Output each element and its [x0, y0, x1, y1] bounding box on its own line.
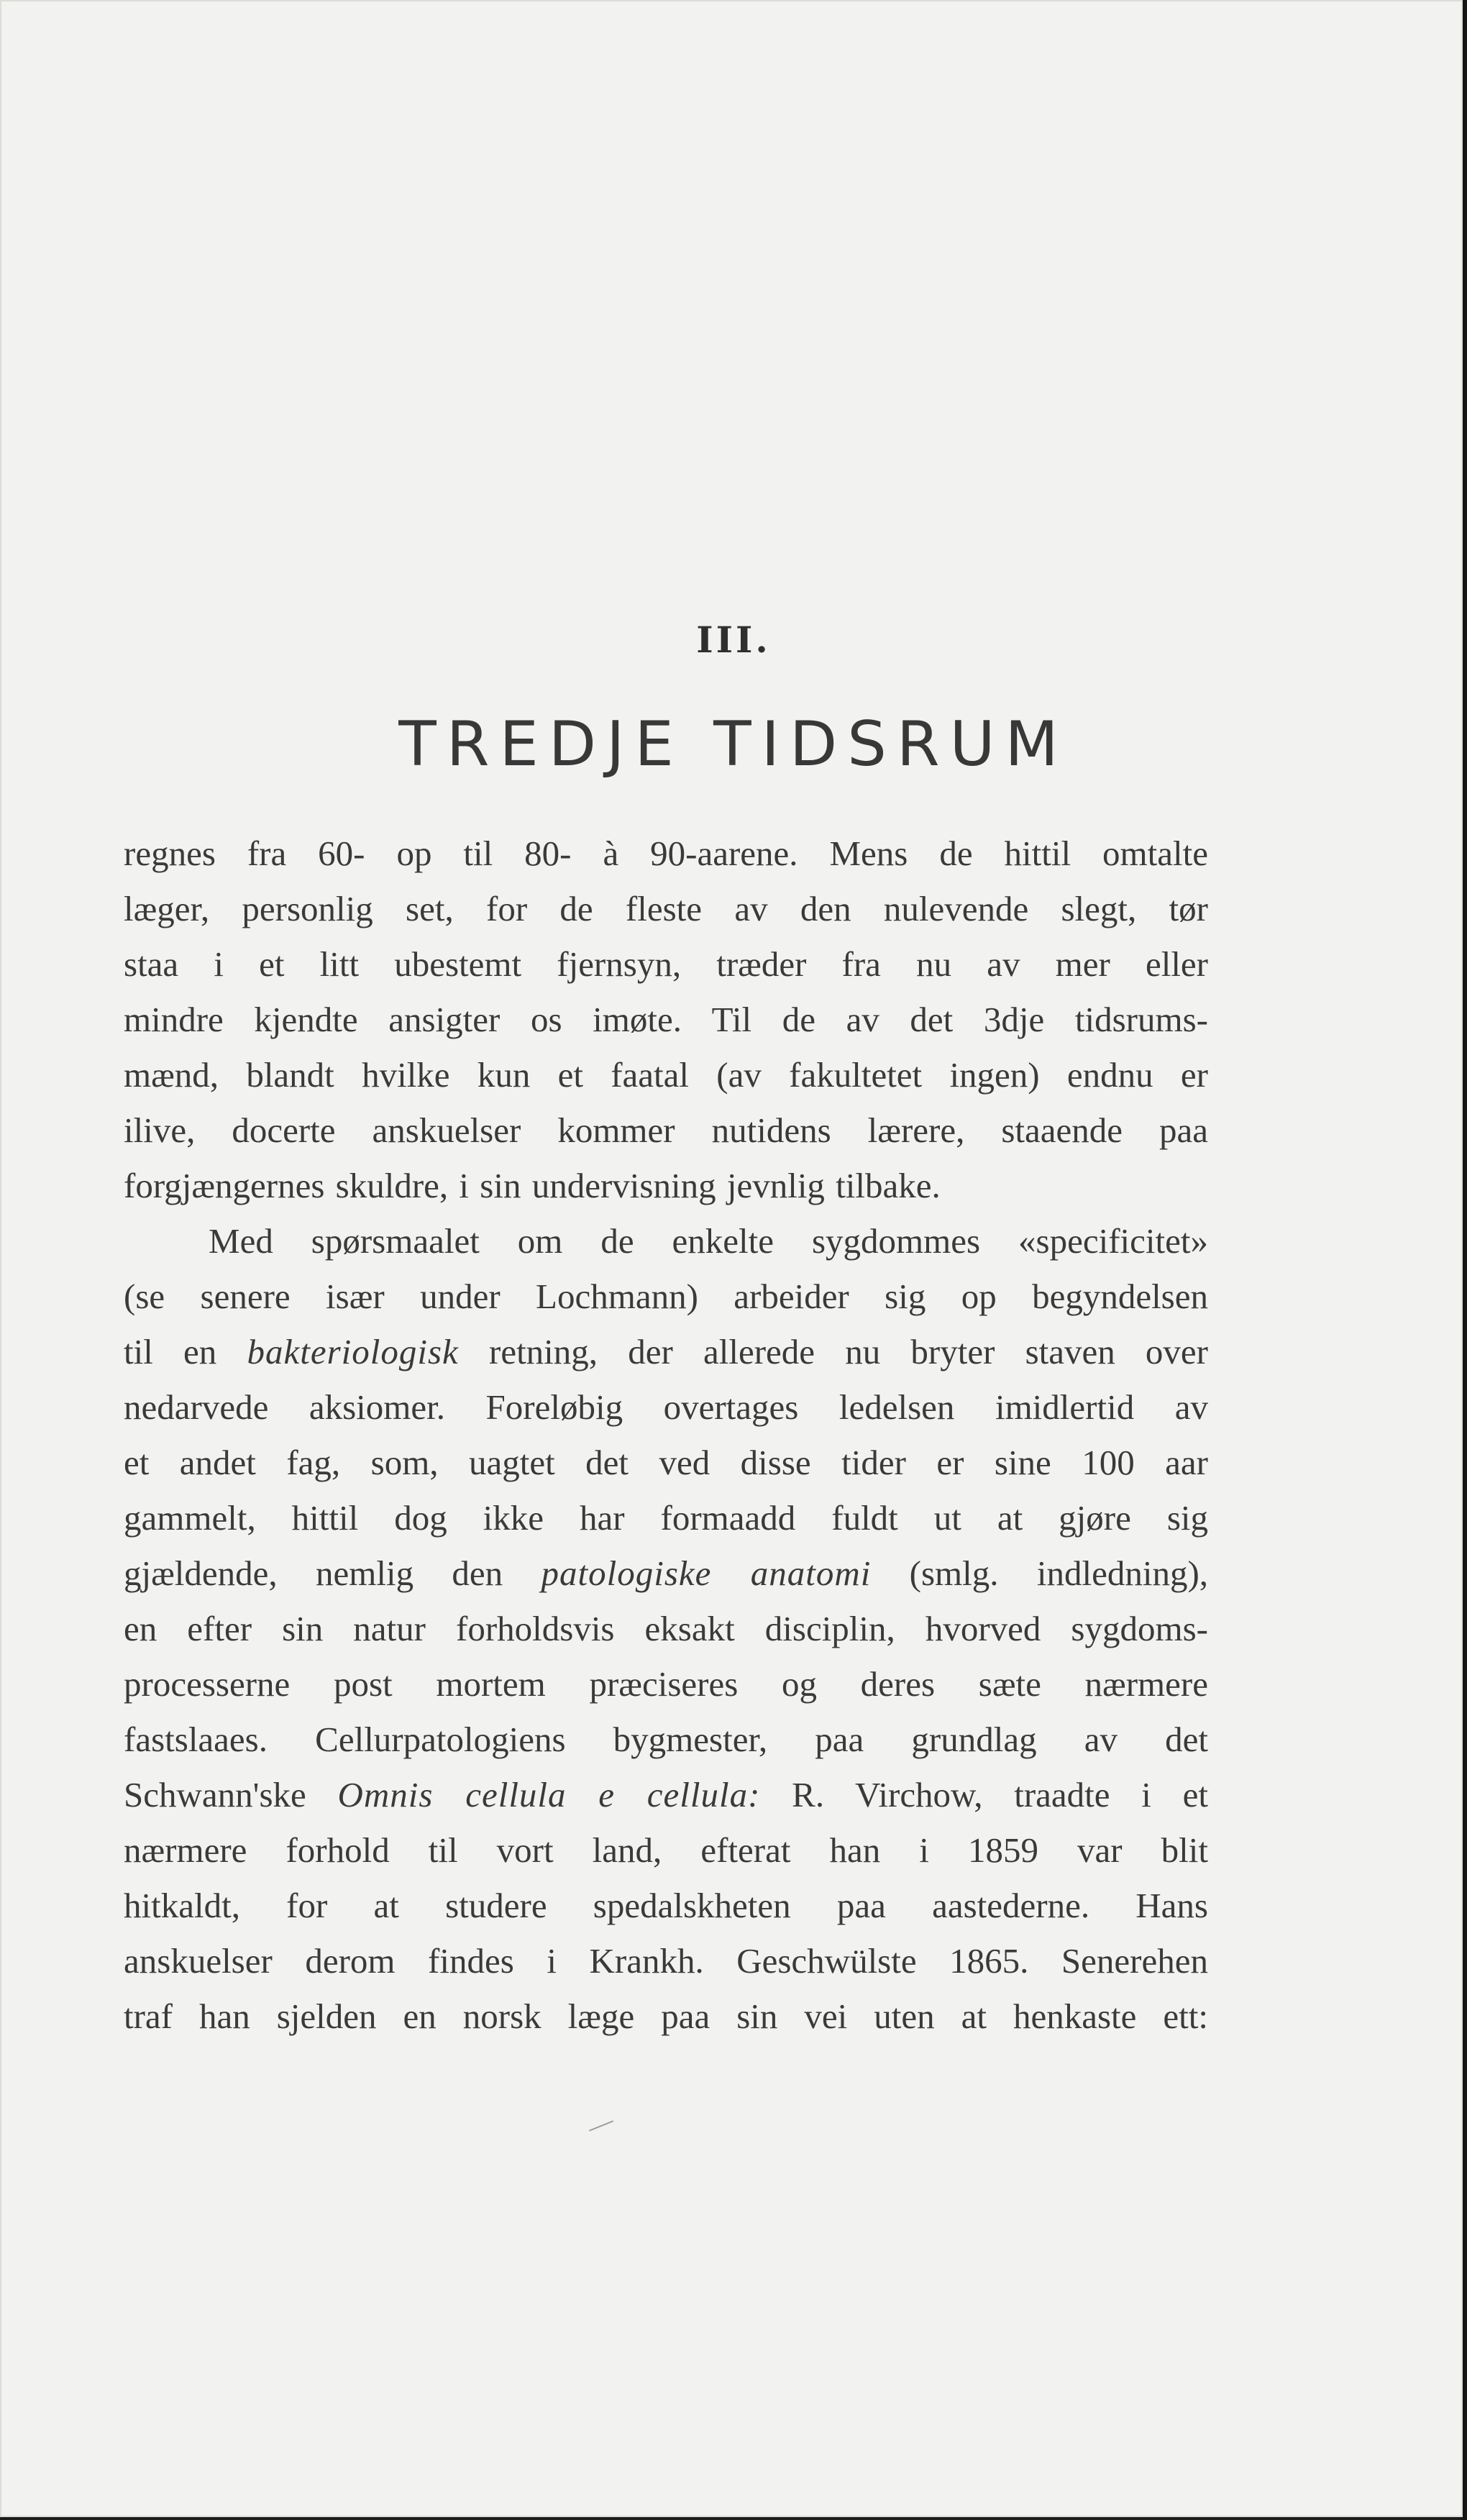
paragraph-2-line: gammelt, hittil dog ikke har formaadd fuldt ut at gjøre sig — [124, 1498, 1208, 1538]
paragraph-1-line: læger, personlig set, for de fleste av den nulevende slegt, tør — [124, 889, 1208, 928]
line-text: til en — [124, 1332, 217, 1371]
scan-edge — [1463, 0, 1467, 2520]
paragraph-2-line: et andet fag, som, uagtet det ved disse tider er sine 100 aar — [124, 1443, 1208, 1482]
emphasis-text: bakteriologisk — [247, 1332, 459, 1371]
paragraph-2-line: traf han sjelden en norsk læge paa sin vei uten at henkaste ett: — [124, 1996, 1208, 2036]
line-text: (smlg. indledning), — [909, 1553, 1209, 1593]
chapter-number: III. — [696, 618, 771, 661]
paragraph-2-line: hitkaldt, for at studere spedalskheten paa aastederne. Hans — [124, 1886, 1208, 1925]
line-text: retning, der allerede nu bryter staven over — [489, 1332, 1208, 1371]
line-text: R. Virchow, traadte i et — [792, 1775, 1208, 1814]
paragraph-1-line: mindre kjendte ansigter os imøte. Til de av det 3dje tidsrums- — [124, 1000, 1208, 1039]
paragraph-2-line: processerne post mortem præciseres og deres sæte nærmere — [124, 1664, 1208, 1704]
line-text: gjældende, nemlig den — [124, 1553, 503, 1593]
paragraph-2-line — [124, 1546, 1208, 1601]
paragraph-2-line — [124, 1767, 1208, 1822]
paragraph-2-line: nærmere forhold til vort land, efterat han i 1859 var blit — [124, 1830, 1208, 1870]
paragraph-1-line: mænd, blandt hvilke kun et faatal (av fakultetet ingen) endnu er — [124, 1055, 1208, 1095]
line-text: Schwann'ske — [124, 1775, 306, 1814]
paragraph-2-line: anskuelser derom findes i Krankh. Geschwülste 1865. Senerehen — [124, 1941, 1208, 1981]
paragraph-2-line: fastslaaes. Cellurpatologiens bygmester, paa grundlag av det — [124, 1720, 1208, 1759]
paragraph-2-line — [124, 1324, 1208, 1379]
paragraph-2-line: en efter sin natur forholdsvis eksakt disciplin, hvorved sygdoms- — [124, 1609, 1208, 1648]
paragraph-2-line: (se senere især under Lochmann) arbeider sig op begyndelsen — [124, 1277, 1208, 1316]
emphasis-text: Omnis cellula e cellula: — [337, 1775, 761, 1814]
emphasis-text: patologiske anatomi — [541, 1553, 872, 1593]
paragraph-2-line: Med spørsmaalet om de enkelte sygdommes «specificitet» — [209, 1221, 1208, 1261]
ink-mark — [589, 2120, 613, 2131]
body-text — [124, 826, 1208, 2044]
paragraph-1-line: ilive, docerte anskuelser kommer nutidens lærere, staaende paa — [124, 1110, 1208, 1150]
paragraph-1-line: staa i et litt ubestemt fjernsyn, træder fra nu av mer eller — [124, 944, 1208, 984]
paragraph-1-line: forgjængernes skuldre, i sin undervisning jevnlig tilbake. — [124, 1166, 941, 1205]
paragraph-2-line: nedarvede aksiomer. Foreløbig overtages ledelsen imidlertid av — [124, 1387, 1208, 1427]
chapter-title: TREDJE TIDSRUM — [398, 708, 1069, 780]
paragraph-1-line: regnes fra 60- op til 80- à 90-aarene. Mens de hittil omtalte — [124, 834, 1208, 873]
